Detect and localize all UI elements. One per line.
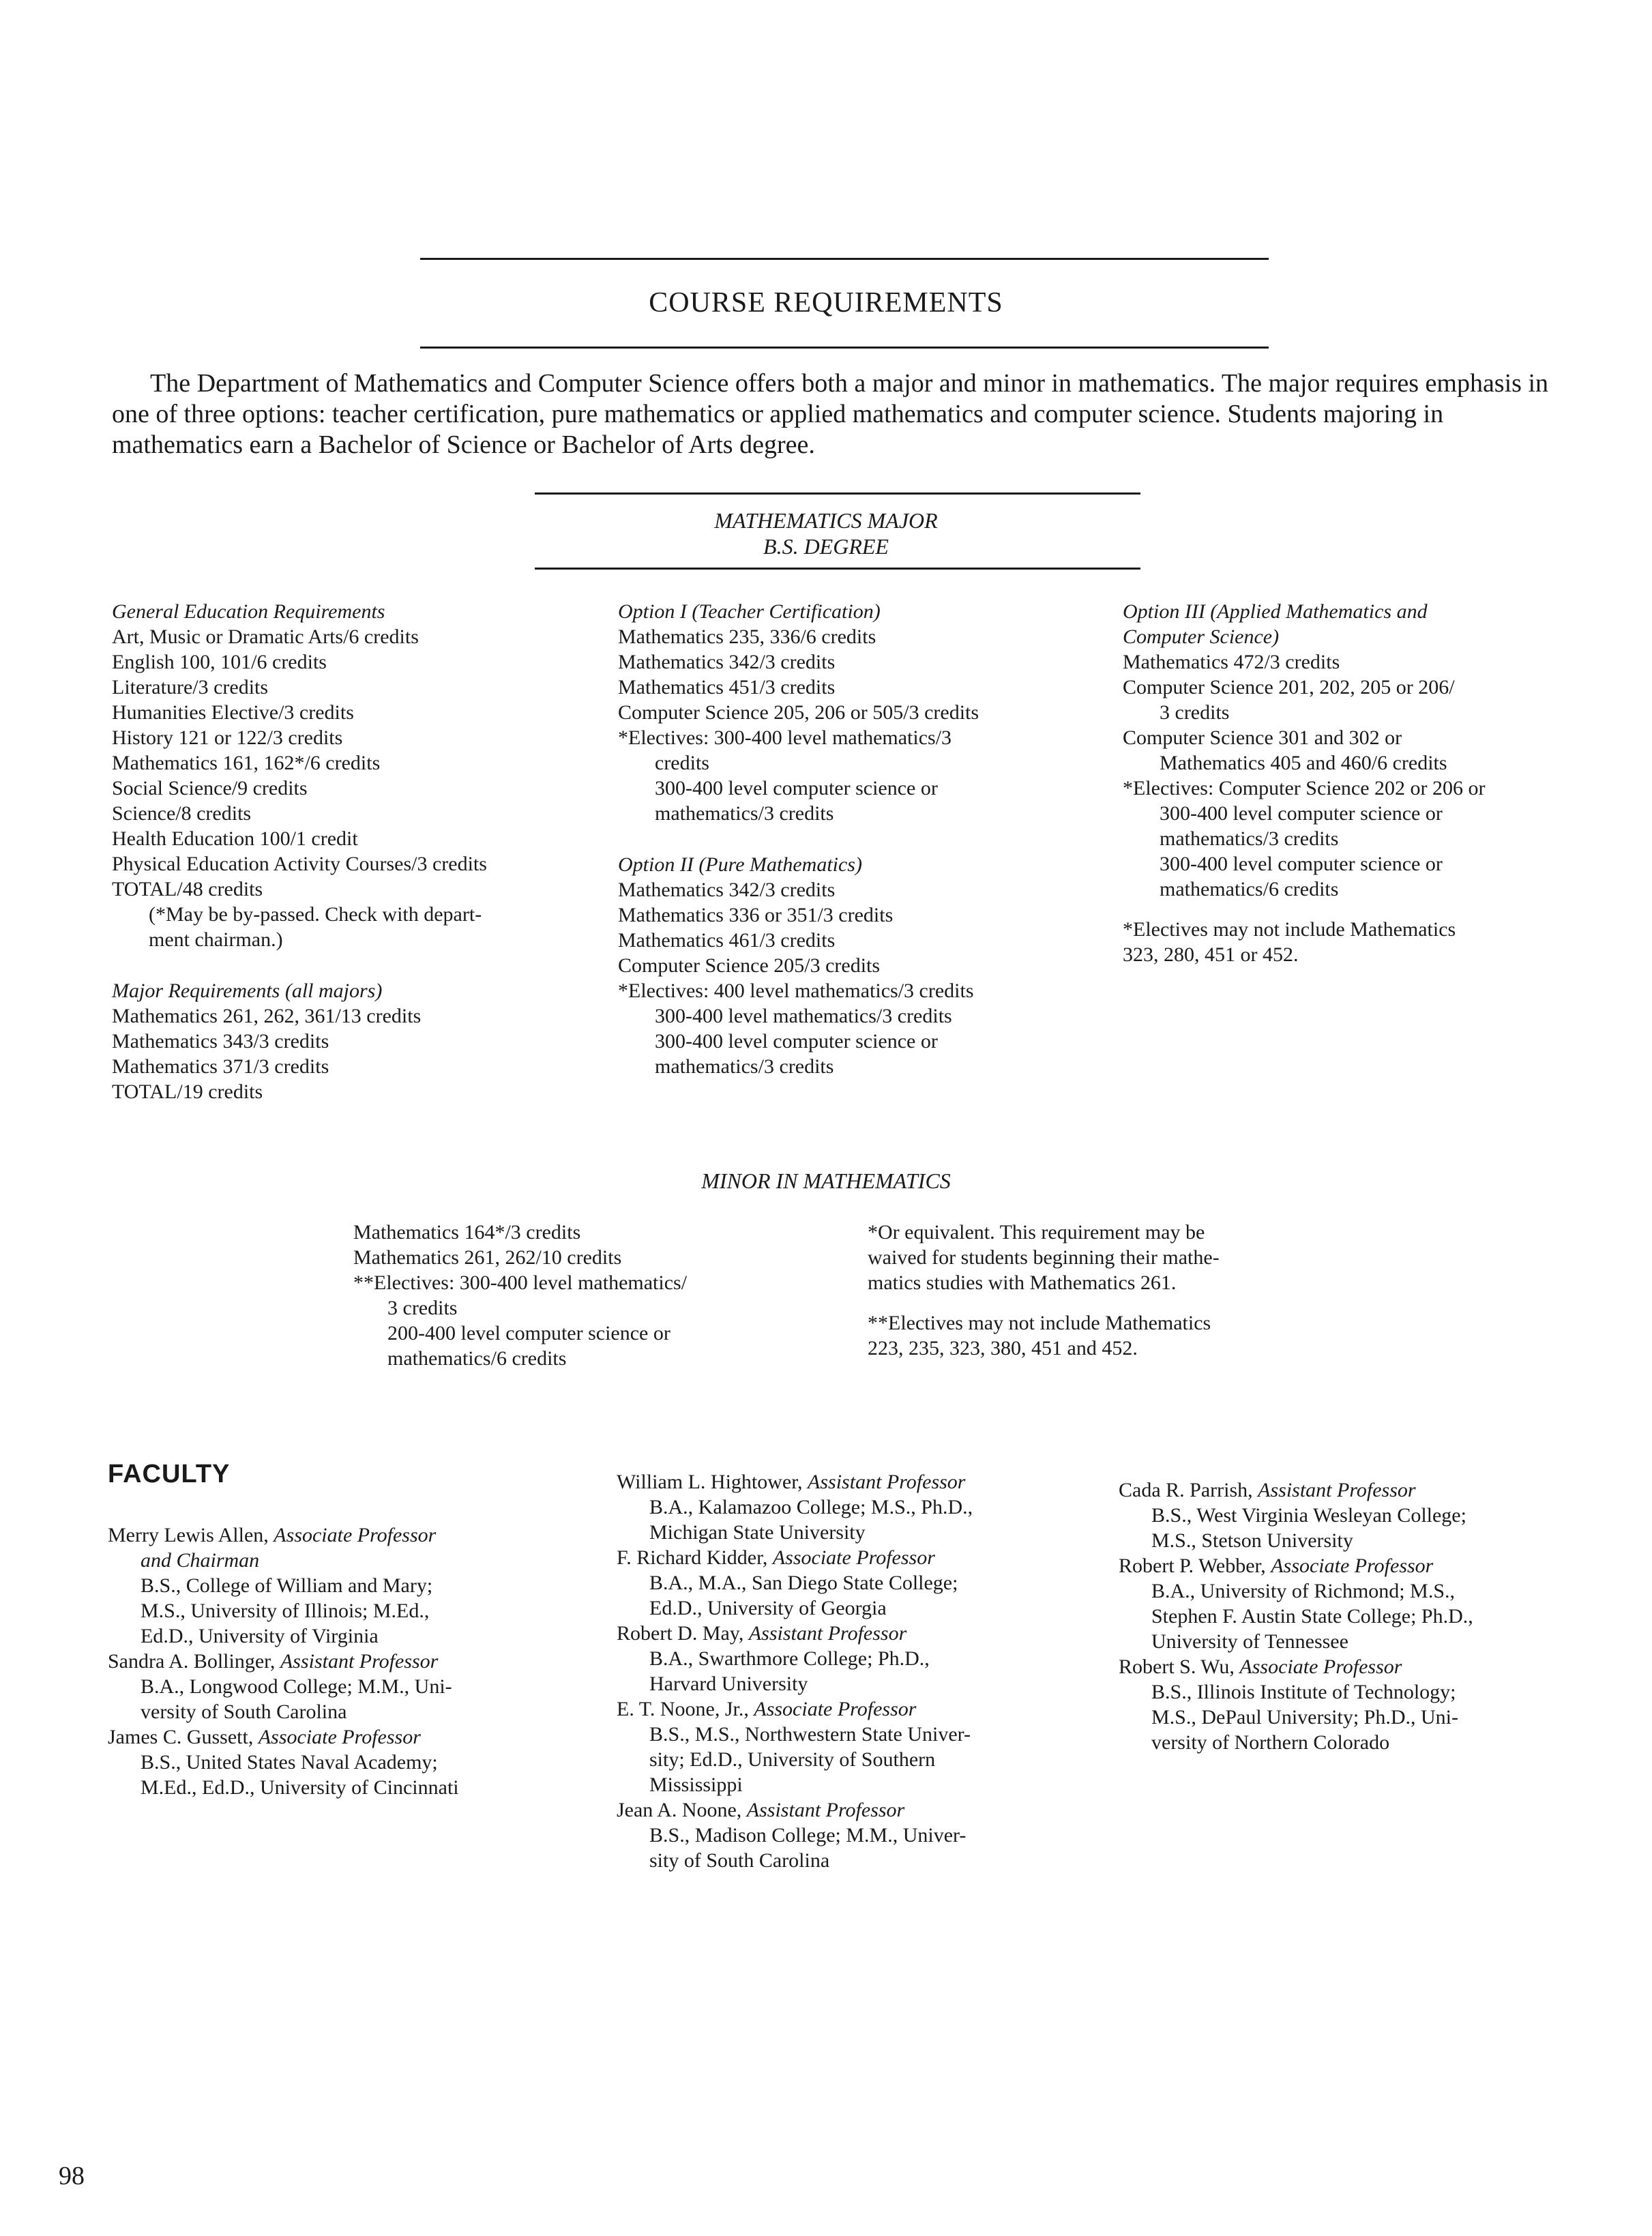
faculty-entry xyxy=(617,1621,1115,1646)
option-2-title: Option II (Pure Mathematics) xyxy=(618,853,862,876)
minor-note: waived for students beginning their mathe- xyxy=(868,1246,1220,1269)
option-2-item: Mathematics 342/3 credits xyxy=(618,879,836,901)
option-3-item: *Electives: Computer Science 202 or 206 or xyxy=(1123,777,1486,799)
option-3-item: 300-400 level computer science or xyxy=(1160,802,1443,825)
faculty-rank: Associate Professor xyxy=(258,1726,421,1748)
faculty-degree: B.S., Madison College; M.M., Univer- xyxy=(649,1824,967,1847)
option-1-item: credits xyxy=(655,752,709,774)
faculty-entry xyxy=(617,1696,1115,1722)
faculty-entry xyxy=(1119,1654,1623,1679)
faculty-name: Jean A. Noone, xyxy=(617,1799,747,1821)
faculty-entry xyxy=(617,1545,1115,1570)
option-2-item: Computer Science 205/3 credits xyxy=(618,954,881,977)
option-2-item: 300-400 level mathematics/3 credits xyxy=(655,1005,952,1027)
intro-text: The Department of Mathematics and Computer Science offers both a major and minor in mathematics. The major requires emphasis in one of three options: teacher certification, pure mathematics or applied mathematics and computer science. Students majoring in mathematics earn a Bachelor of Science or Bachelor of Arts degree. xyxy=(112,369,1548,459)
faculty-heading: FACULTY xyxy=(108,1460,231,1488)
faculty-name: Robert P. Webber, xyxy=(1119,1555,1271,1577)
major-req-item-total: TOTAL/19 credits xyxy=(112,1080,263,1103)
minor-item: mathematics/6 credits xyxy=(387,1347,567,1370)
option-1-item: Mathematics 342/3 credits xyxy=(618,651,836,673)
option-2-item: *Electives: 400 level mathematics/3 credits xyxy=(618,980,974,1002)
minor-note: matics studies with Mathematics 261. xyxy=(868,1271,1177,1294)
minor-item: 200-400 level computer science or xyxy=(387,1322,670,1344)
faculty-degree: B.S., M.S., Northwestern State Univer- xyxy=(649,1723,971,1746)
general-note: (*May be by-passed. Check with depart- xyxy=(149,903,482,926)
faculty-degree: M.S., Stetson University xyxy=(1151,1529,1353,1552)
faculty-name: Robert D. May, xyxy=(617,1622,749,1645)
general-item: English 100, 101/6 credits xyxy=(112,651,327,673)
general-item: Social Science/9 credits xyxy=(112,777,308,799)
option-1-title: Option I (Teacher Certification) xyxy=(618,600,881,623)
option-2-item: 300-400 level computer science or xyxy=(655,1030,938,1053)
faculty-column-3 xyxy=(1119,1477,1623,1755)
general-item: Literature/3 credits xyxy=(112,676,269,698)
faculty-name: Cada R. Parrish, xyxy=(1119,1479,1258,1501)
page-number: 98 xyxy=(59,2162,85,2190)
faculty-degree: M.Ed., Ed.D., University of Cincinnati xyxy=(141,1776,459,1799)
faculty-name: F. Richard Kidder, xyxy=(617,1546,773,1569)
major-rule-bottom xyxy=(535,568,1140,570)
faculty-rank: Associate Professor xyxy=(1271,1555,1434,1577)
faculty-entry xyxy=(108,1649,613,1674)
faculty-degree: Stephen F. Austin State College; Ph.D., xyxy=(1151,1605,1473,1628)
general-item: Science/8 credits xyxy=(112,802,252,825)
major-req-item: Mathematics 261, 262, 361/13 credits xyxy=(112,1005,422,1027)
option-3-item: Mathematics 472/3 credits xyxy=(1123,651,1340,673)
faculty-degree: B.A., M.A., San Diego State College; xyxy=(649,1572,958,1594)
option-3-item: 300-400 level computer science or xyxy=(1160,853,1443,875)
faculty-name: Merry Lewis Allen, xyxy=(108,1524,274,1546)
faculty-degree: B.S., West Virginia Wesleyan College; xyxy=(1151,1504,1466,1527)
faculty-degree: B.A., Longwood College; M.M., Uni- xyxy=(141,1675,452,1698)
faculty-rank: Assistant Professor xyxy=(746,1799,905,1821)
faculty-name: Robert S. Wu, xyxy=(1119,1656,1240,1678)
minor-notes xyxy=(868,1220,1345,1361)
option-3-item: mathematics/6 credits xyxy=(1160,878,1339,900)
option-2-item: Mathematics 336 or 351/3 credits xyxy=(618,904,894,926)
minor-note: **Electives may not include Mathematics xyxy=(868,1312,1211,1334)
general-item-total: TOTAL/48 credits xyxy=(112,878,263,900)
faculty-rank: Associate Professor xyxy=(754,1698,917,1720)
option-1-item: 300-400 level computer science or xyxy=(655,777,938,799)
column-general-education xyxy=(112,599,589,1104)
general-item: Mathematics 161, 162*/6 credits xyxy=(112,752,381,774)
option-3-title: Computer Science) xyxy=(1123,626,1280,648)
general-note: ment chairman.) xyxy=(149,928,283,951)
faculty-degree: Michigan State University xyxy=(649,1521,866,1544)
column-option-3 xyxy=(1123,599,1600,967)
minor-item: Mathematics 164*/3 credits xyxy=(353,1221,581,1244)
faculty-column-2 xyxy=(617,1469,1115,1873)
faculty-degree: sity; Ed.D., University of Southern xyxy=(649,1748,936,1771)
general-item: Art, Music or Dramatic Arts/6 credits xyxy=(112,626,419,648)
faculty-rank: Assistant Professor xyxy=(748,1622,907,1645)
general-education-title: General Education Requirements xyxy=(112,600,385,623)
faculty-entry xyxy=(617,1797,1115,1823)
minor-note: *Or equivalent. This requirement may be xyxy=(868,1221,1205,1244)
faculty-degree: Ed.D., University of Virginia xyxy=(141,1625,379,1647)
option-1-item: Mathematics 235, 336/6 credits xyxy=(618,626,876,648)
option-3-item: mathematics/3 credits xyxy=(1160,827,1339,850)
faculty-rank: Assistant Professor xyxy=(1258,1479,1416,1501)
faculty-degree: B.A., University of Richmond; M.S., xyxy=(1151,1580,1456,1602)
option-3-note: *Electives may not include Mathematics xyxy=(1123,918,1456,941)
faculty-degree: B.A., Kalamazoo College; M.S., Ph.D., xyxy=(649,1496,973,1518)
faculty-degree: versity of Northern Colorado xyxy=(1151,1731,1390,1754)
faculty-name: Sandra A. Bollinger, xyxy=(108,1650,280,1673)
general-item: Physical Education Activity Courses/3 credits xyxy=(112,853,487,875)
general-item: Humanities Elective/3 credits xyxy=(112,701,354,724)
faculty-entry xyxy=(108,1522,613,1548)
faculty-degree: Mississippi xyxy=(649,1774,743,1796)
column-options-1-2 xyxy=(618,599,1095,1079)
faculty-rank: Associate Professor xyxy=(274,1524,437,1546)
faculty-degree: B.S., Illinois Institute of Technology; xyxy=(1151,1681,1456,1703)
faculty-degree: M.S., University of Illinois; M.Ed., xyxy=(141,1600,430,1622)
faculty-entry xyxy=(1119,1553,1623,1578)
faculty-degree: B.S., College of William and Mary; xyxy=(141,1574,433,1597)
title-rule-top xyxy=(420,258,1269,260)
major-degree: B.S. DEGREE xyxy=(763,534,889,559)
faculty-name: James C. Gussett, xyxy=(108,1726,259,1748)
faculty-rank: Assistant Professor xyxy=(280,1650,439,1673)
option-1-item: *Electives: 300-400 level mathematics/3 xyxy=(618,726,952,749)
general-item: History 121 or 122/3 credits xyxy=(112,726,343,749)
option-2-item: Mathematics 461/3 credits xyxy=(618,929,836,952)
faculty-name: William L. Hightower, xyxy=(617,1471,808,1493)
major-heading: MATHEMATICS MAJOR xyxy=(714,508,938,533)
minor-note: 223, 235, 323, 380, 451 and 452. xyxy=(868,1337,1138,1359)
faculty-degree: Ed.D., University of Georgia xyxy=(649,1597,887,1619)
faculty-degree: B.S., United States Naval Academy; xyxy=(141,1751,438,1774)
minor-heading: MINOR IN MATHEMATICS xyxy=(701,1168,951,1193)
page-title: COURSE REQUIREMENTS xyxy=(649,287,1003,319)
faculty-name: E. T. Noone, Jr., xyxy=(617,1698,754,1720)
faculty-rank: Assistant Professor xyxy=(808,1471,966,1493)
option-3-item: Computer Science 201, 202, 205 or 206/ xyxy=(1123,676,1455,698)
faculty-degree: versity of South Carolina xyxy=(141,1701,347,1723)
faculty-degree: University of Tennessee xyxy=(1151,1630,1348,1653)
faculty-entry xyxy=(1119,1477,1623,1503)
option-3-title: Option III (Applied Mathematics and xyxy=(1123,600,1428,623)
major-req-item: Mathematics 371/3 credits xyxy=(112,1055,329,1078)
option-3-item: Mathematics 405 and 460/6 credits xyxy=(1160,752,1447,774)
faculty-entry xyxy=(108,1724,613,1750)
faculty-degree: Harvard University xyxy=(649,1673,808,1695)
major-requirements-title: Major Requirements (all majors) xyxy=(112,980,383,1002)
faculty-rank: and Chairman xyxy=(141,1549,260,1572)
major-req-item: Mathematics 343/3 credits xyxy=(112,1030,329,1053)
option-1-item: mathematics/3 credits xyxy=(655,802,834,825)
faculty-degree: M.S., DePaul University; Ph.D., Uni- xyxy=(1151,1706,1458,1729)
faculty-entry xyxy=(617,1469,1115,1495)
option-1-item: Mathematics 451/3 credits xyxy=(618,676,836,698)
option-2-item: mathematics/3 credits xyxy=(655,1055,834,1078)
option-3-item: 3 credits xyxy=(1160,701,1230,724)
faculty-column-1 xyxy=(108,1522,613,1800)
major-rule-top xyxy=(535,492,1140,495)
faculty-degree: sity of South Carolina xyxy=(649,1849,830,1872)
minor-item: **Electives: 300-400 level mathematics/ xyxy=(353,1271,688,1294)
general-item: Health Education 100/1 credit xyxy=(112,827,358,850)
minor-requirements xyxy=(353,1220,831,1371)
faculty-degree: B.A., Swarthmore College; Ph.D., xyxy=(649,1647,930,1670)
intro-paragraph xyxy=(112,368,1558,460)
faculty-rank: Associate Professor xyxy=(772,1546,935,1569)
option-3-note: 323, 280, 451 or 452. xyxy=(1123,943,1299,966)
faculty-rank: Associate Professor xyxy=(1239,1656,1402,1678)
title-rule-bottom xyxy=(420,347,1269,349)
option-1-item: Computer Science 205, 206 or 505/3 credits xyxy=(618,701,979,724)
option-3-item: Computer Science 301 and 302 or xyxy=(1123,726,1402,749)
minor-item: Mathematics 261, 262/10 credits xyxy=(353,1246,622,1269)
minor-item: 3 credits xyxy=(387,1297,458,1319)
